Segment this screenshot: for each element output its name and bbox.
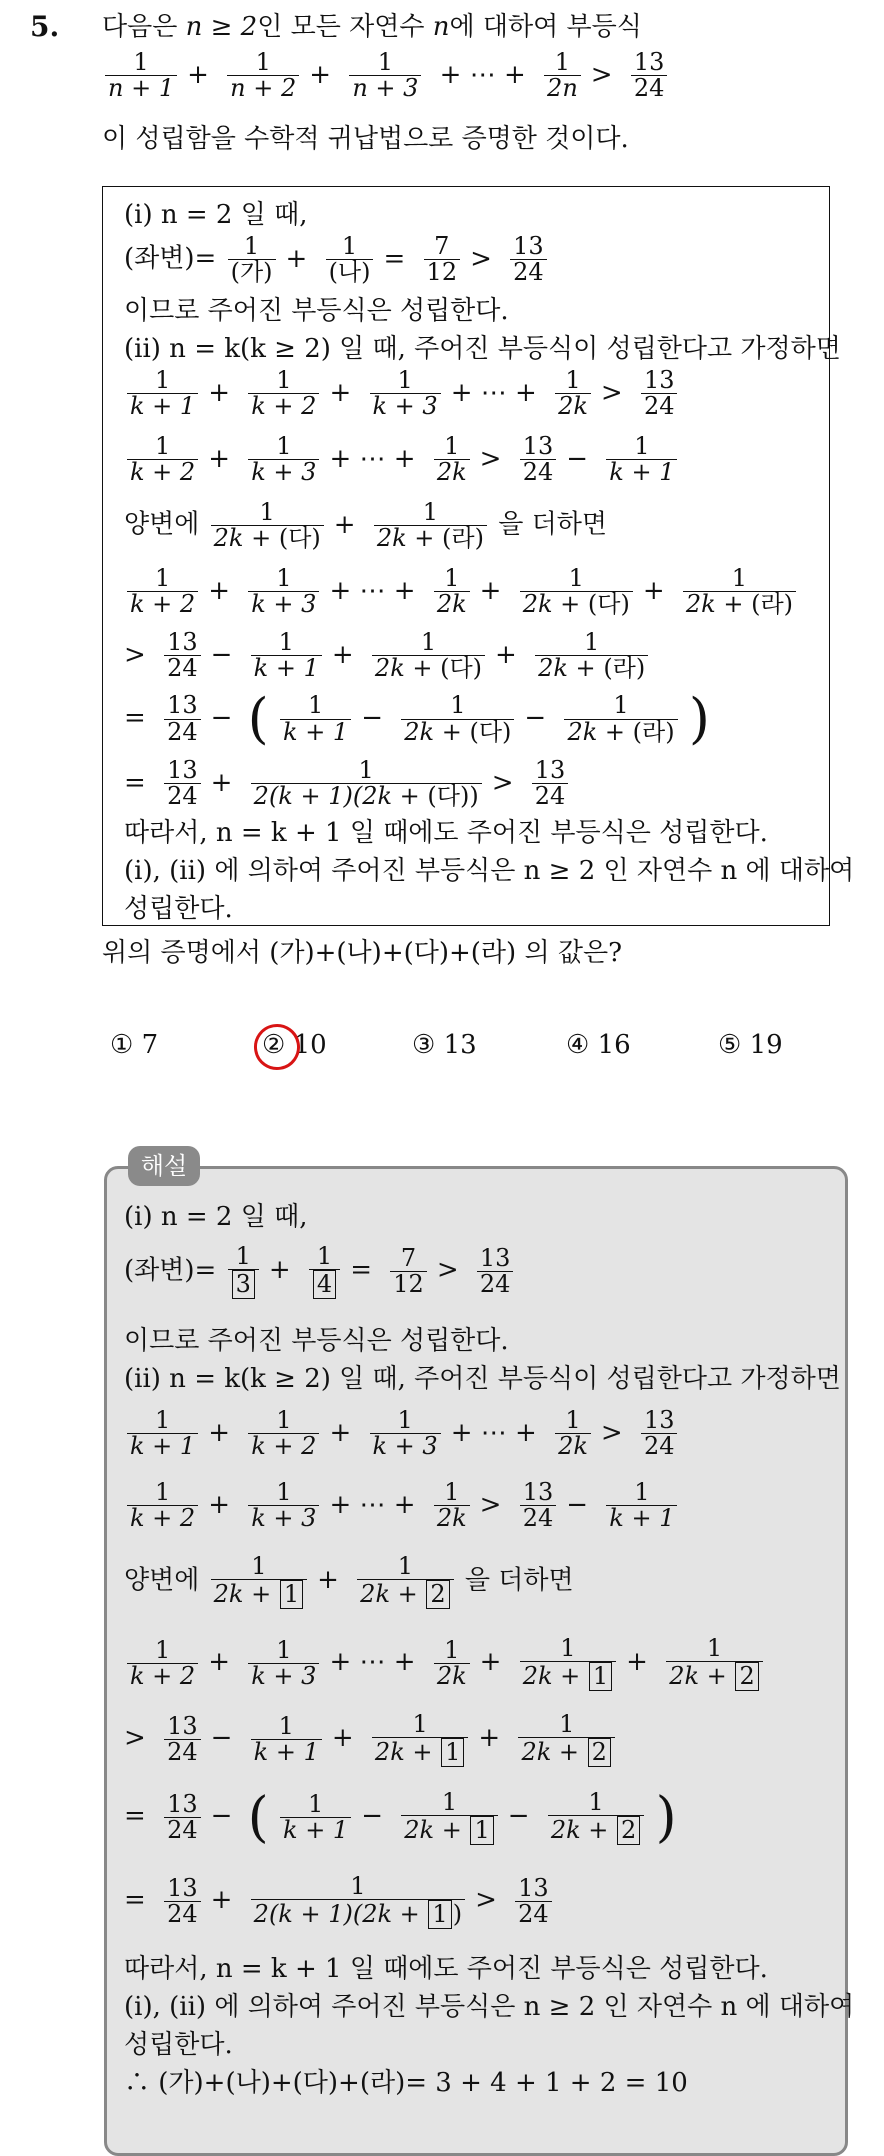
sol-final1: (i), (ii) 에 의하여 주어진 부등식은 n ≥ 2 인 자연수 n 에 대하여	[124, 1992, 855, 2022]
choice-3[interactable]: ③ 13	[412, 1030, 477, 1060]
sol-holds: 이므로 주어진 부등식은 성립한다.	[124, 1326, 509, 1356]
problem-intro: 다음은 n ≥ 2인 모든 자연수 n에 대하여 부등식	[102, 12, 642, 42]
solution-badge: 해설	[128, 1146, 200, 1186]
problem-intro-line3: 이 성립함을 수학적 귀납법으로 증명한 것이다.	[102, 124, 629, 154]
proof-case1: (i) n = 2 일 때,	[124, 200, 308, 230]
sol-gt-line: > $\frac{13}{24}$ − $\frac{1}{k + 1}$ + $\frac{1}{2k + 1}$ + $\frac{1}{2k + 2}$	[124, 1712, 618, 1767]
answer-circle-mark	[250, 1020, 303, 1073]
question-text: 위의 증명에서 (가)+(나)+(다)+(라) 의 값은?	[102, 938, 623, 968]
proof-shift-line: $\frac{1}{k + 2}$ + $\frac{1}{k + 3}$ + ⋯ + $\frac{1}{2k}$ > $\frac{13}{24}$ − $\frac{1}{k + 1}$	[124, 434, 680, 485]
sol-hyp-line: $\frac{1}{k + 1}$ + $\frac{1}{k + 2}$ + $\frac{1}{k + 3}$ + ⋯ + $\frac{1}{2k}$ > $\frac{13}{24}$	[124, 1408, 680, 1459]
problem-number: 5.	[30, 10, 60, 43]
proof-conclude: 따라서, n = k + 1 일 때에도 주어진 부등식은 성립한다.	[124, 818, 768, 848]
sol-sum-line: $\frac{1}{k + 2}$ + $\frac{1}{k + 3}$ + ⋯ + $\frac{1}{2k}$ + $\frac{1}{2k + 1}$ + $\frac{1}{2k + 2}$	[124, 1636, 766, 1691]
sol-conclude: 따라서, n = k + 1 일 때에도 주어진 부등식은 성립한다.	[124, 1954, 768, 1984]
proof-gt-line: > $\frac{13}{24}$ − $\frac{1}{k + 1}$ + $\frac{1}{\text{2k + (다)}}$ + $\frac{1}{\text{2k + (라)}}$	[124, 630, 651, 681]
choice-1[interactable]: ① 7	[110, 1030, 159, 1060]
sol-eq1-line: = $\frac{13}{24}$ − ( $\frac{1}{k + 1}$ − $\frac{1}{2k + 1}$ − $\frac{1}{2k + 2}$ )	[124, 1785, 677, 1849]
sol-final2: 성립한다.	[124, 2030, 233, 2060]
proof-eq1-line: = $\frac{13}{24}$ − ( $\frac{1}{k + 1}$ − $\frac{1}{\text{2k + (다)}}$ − $\frac{1}{\text{2k + (라)}}$ )	[124, 687, 710, 750]
proof-sum-line: $\frac{1}{k + 2}$ + $\frac{1}{k + 3}$ + ⋯ + $\frac{1}{2k}$ + $\frac{1}{\text{2k + (다)}}$ + $\frac{1}{\text{2k + (라)}}$	[124, 566, 799, 617]
sol-case1: (i) n = 2 일 때,	[124, 1202, 308, 1232]
choice-2[interactable]: ② 10	[262, 1030, 327, 1060]
sol-shift-line: $\frac{1}{k + 2}$ + $\frac{1}{k + 3}$ + ⋯ + $\frac{1}{2k}$ > $\frac{13}{24}$ − $\frac{1}{k + 1}$	[124, 1480, 680, 1531]
proof-lhs-line: (좌변)= $\frac{1}{\text{(가)}}$ + $\frac{1}{\text{(나)}}$ = $\frac{7}{12}$ > $\frac{13}{24}$	[124, 234, 550, 285]
sol-lhs-line: (좌변)= $\frac{1}{3}$ + $\frac{1}{4}$ = $\frac{7}{12}$ > $\frac{13}{24}$	[124, 1244, 516, 1299]
proof-eq2-line: = $\frac{13}{24}$ + $\frac{1}{\text{2(k + 1)(2k + (다))}}$ > $\frac{13}{24}$	[124, 758, 571, 809]
proof-final2: 성립한다.	[124, 894, 233, 924]
choice-5[interactable]: ⑤ 19	[718, 1030, 783, 1060]
proof-final1: (i), (ii) 에 의하여 주어진 부등식은 n ≥ 2 인 자연수 n 에 대하여	[124, 856, 855, 886]
choice-4[interactable]: ④ 16	[566, 1030, 631, 1060]
sol-case2: (ii) n = k(k ≥ 2) 일 때, 주어진 부등식이 성립한다고 가정하면	[124, 1364, 841, 1394]
sol-answer-line: ∴ (가)+(나)+(다)+(라)= 3 + 4 + 1 + 2 = 10	[124, 2068, 688, 2098]
proof-add-line: 양변에 $\frac{1}{\text{2k + (다)}}$ + $\frac{1}{\text{2k + (라)}}$ 을 더하면	[124, 498, 607, 553]
proof-hyp-line: $\frac{1}{k + 1}$ + $\frac{1}{k + 2}$ + $\frac{1}{k + 3}$ + ⋯ + $\frac{1}{2k}$ > $\frac{13}{24}$	[124, 368, 680, 419]
sol-eq2-line: = $\frac{13}{24}$ + $\frac{1}{2(k + 1)(2k + 1 )}$ > $\frac{13}{24}$	[124, 1874, 555, 1929]
proof-holds: 이므로 주어진 부등식은 성립한다.	[124, 296, 509, 326]
proof-case2: (ii) n = k(k ≥ 2) 일 때, 주어진 부등식이 성립한다고 가정하면	[124, 334, 841, 364]
sol-add-line: 양변에 $\frac{1}{2k + 1}$ + $\frac{1}{2k + 2}$ 을 더하면	[124, 1552, 574, 1609]
problem-inequality: $\frac{1}{n + 1}$ + $\frac{1}{n + 2}$ + $\frac{1}{n + 3}$ + ⋯ + $\frac{1}{2n}$ > $\frac{13}{24}$	[102, 50, 670, 101]
